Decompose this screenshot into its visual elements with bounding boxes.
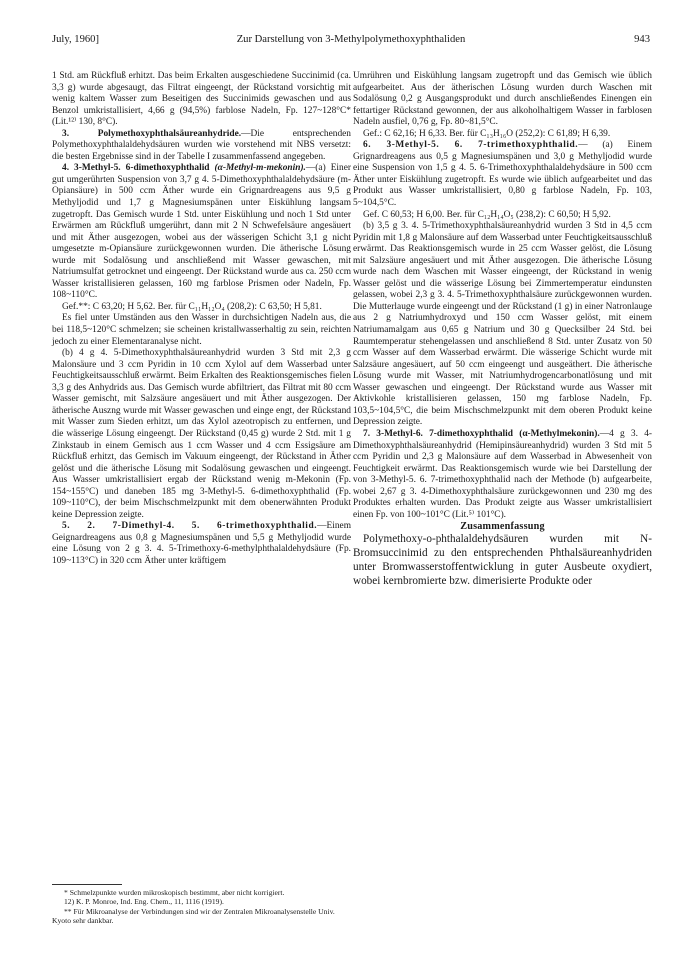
left-column bbox=[52, 71, 351, 568]
paragraph-text: —(a) Einer gut umgerührten Suspension von 3,7 g 4. 5-Dimethoxyphthalaldehydsäure (m-Opiansäure) in 500 ccm Äther wurde ein Grignardreagens aus 9,5 g Methyljodid und 1,7 g Magnesiumspänen unter Eiskühlung langsam zugetropft. Das Gemisch wurde 1 Std. unter Eiskühlung und noch 1 Std unter Erwärmen am Rückfluß umgerührt, dann mit 2 N Schwefelsäure angesäuert und mit Äther ausgezogen, wobei aus der wässerigen Schicht 3,1 g nicht umgesetzte m-Opiansäure zurückgewonnen wurden. Die ätherische Lösung wurde mit Sodalösung und anschließend mit Wasser gewaschen, mit Natriumsulfat getrocknet und eingeengt. Der Rückstand wurde aus ca. 250 ccm Wasser kristallisieren gelassen, 160 mg farblose Prismen oder Nadeln, Fp. 108~110°C. bbox=[52, 163, 351, 301]
paragraph: Es fiel unter Umständen aus den Wasser in durchsichtigen Nadeln aus, die bei 118,5~120°C schmelzen; sie scheinen kristallwasserhaltig zu sein, reichten jedoch zu einer Elementaranalyse nicht. bbox=[52, 313, 351, 347]
section-heading: 7. 3-Methyl-6. 7-dimethoxyphthalid (α-Methylmekonin). bbox=[363, 428, 600, 439]
footnotes bbox=[52, 888, 351, 926]
paragraph: Umrühren und Eiskühlung langsam zugetropft und das Gemisch wie üblich aufgearbeitet. Aus der ätherischen Lösung wurden durch Waschen mit Sodalösung 0,2 g Ausgangsprodukt und durch anschließendes Einengen ein fettartiger Rückstand gewonnen, der aus alkoholhaltigem Wasser in farblosen Nadeln ausfiel, 0,76 g, Fp. 80~81,5°C. bbox=[353, 71, 652, 128]
paragraph bbox=[353, 140, 652, 209]
section-heading-alias: (α-Methyl-m-mekonin). bbox=[214, 163, 306, 174]
section-heading: 4. 3-Methyl-5. 6-dimethoxyphthalid bbox=[62, 163, 210, 174]
analysis-line: Gef.**: C 63,20; H 5,62. Ber. für C₁₁H₁₂O₄ (208,2): C 63,50; H 5,81. bbox=[62, 301, 322, 312]
right-column bbox=[353, 71, 652, 589]
analysis-line: Gef. C 60,53; H 6,00. Ber. für C₁₂H₁₄O₅ (238,2): C 60,50; H 5,92. bbox=[363, 209, 611, 220]
footnote: 12) K. P. Monroe, Ind. Eng. Chem., 11, 1116 (1919). bbox=[64, 897, 224, 907]
running-title: Zur Darstellung von 3-Methylpolymethoxyphthaliden bbox=[236, 34, 466, 45]
paragraph: (b) 3,5 g 3. 4. 5-Trimethoxyphthalsäureanhydrid wurden 3 Std in 4,5 ccm Pyridin mit 1,8 g Malonsäure auf dem Wasserbad unter Feuchtigkeitsausschluß erwärmt. Das Reaktionsgemisch wurde in 25 ccm Wasser gelöst, die Lösung mit Salzsäure angesäuert und mit Äther ausgezogen. Die ätherische Lösung wurde nach dem Waschen mit Wasser eingeengt, der Rückstand in wenig Wasser gelöst und die wässerige Lösung bei Zimmertemperatur eindunsten gelassen, wobei 2,3 g 3. 4. 5-Trimethoxyphthalsäure zurückgewonnen wurden. Die Mutterlauge wurde eingeengt und der Rückstand (1 g) in einer Natronlauge aus 2 g Natriumhydroxyd und 150 ccm Wasser gelöst, mit einem Natriumamalgam aus 0,65 g Natrium und 30 g Quecksilber 24 Std. bei Raumtemperatur stehengelassen und anschließend 8 Std. unter Zusatz von 50 ccm Wasser auf dem Wasserbad erwärmt. Die wässerige Schicht wurde mit Salzsäure angesäuert, auf 50 ccm eingeengt und ausgeäthert. Die ätherische Lösung wurde mit Wasser, mit Natriumhydrogencarbonatlösung und mit Wasser gewaschen und eingeengt. Der Rückstand wurde aus Wasser mit Aktivkohle kristallisieren gelassen, 150 mg farblose Nadeln, Fp. 103,5~104,5°C, die beim Mischschmelzpunkt mit dem oberen Produkt keine Depression zeigte. bbox=[353, 221, 652, 428]
footnote: * Schmelzpunkte wurden mikroskopisch bestimmt, aber nicht korrigiert. bbox=[64, 888, 285, 897]
paragraph: 1 Std. am Rückfluß erhitzt. Das beim Erkalten ausgeschiedene Succinimid (ca. 3,3 g) wurde abgesaugt, das Filtrat eingeengt, der Rückstand vorsichtig mit wenig kaltem Wasser zum Beseitigen des Succinimids gewaschen und aus Benzol umkristallisiert, 4,66 g (94,5%) farblose Nadeln, Fp. 127~128°C* (Lit.¹²⁾ 130, 8°C). bbox=[52, 71, 351, 128]
footnote-divider bbox=[52, 884, 122, 885]
paragraph-text: —Die entsprechenden Polymethoxyphthalaldehydsäuren wurden wie vorstehend mit NBS versetzt: die besten Ergebnisse sind in der Tabelle I zusammenfassend angegeben. bbox=[52, 128, 351, 162]
section-heading: 3. Polymethoxyphthalsäureanhydride. bbox=[62, 128, 242, 139]
analysis-line: Gef.: C 62,16; H 6,33. Ber. für C₁₃H₁₆O (252,2): C 61,89; H 6,39. bbox=[363, 128, 611, 139]
paragraph-text: —4 g 3. 4-Dimethoxyphthalsäureanhydrid (Hemipinsäureanhydrid) wurden 3 Std mit 5 ccm Pyridin und 2,3 g Malonsäure auf dem Wasserbad in Abwesenheit von Feuchtigkeit erwärmt. Das Reaktionsgemisch wurde wie bei Darstellung der von 3-Methyl-5. 6. 7-trimethoxyphthalid nach der Methode (b) aufgearbeite, wobei 2,67 g 3. 4-Dimethoxyphthalsäure zurückgewonnen und 230 mg des Produktes erhalten wurden. Das Produkt zeigte aus Wasser umkristallisiert einen Fp. von 100~101°C (Lit.⁵⁾ 101°C). bbox=[353, 428, 652, 520]
page-number: 943 bbox=[634, 34, 650, 45]
summary-text: Polymethoxy-o-phthalaldehydsäuren wurden mit N-Bromsuccinimid zu den entsprechenden Phthalsäureanhydriden unter Bromwasserstoffentwicklung in guter Ausbeute oxydiert, wobei kernbromierte bzw. dimerisierte Produkte oder bbox=[353, 532, 652, 587]
paragraph: (b) 4 g 4. 5-Dimethoxyphthalsäureanhydrid wurden 3 Std mit 2,3 g Malonsäure und 3 ccm Pyridin in 10 ccm Xylol auf dem Wasserbad unter Feuchtigkeitsausschluß erwärmt. Beim Erkalten des Reaktionsgemisches fielen 3,3 g des Anhydrids aus. Das Gemisch wurde abfiltriert, das Filtrat mit 80 ccm Wasser gemischt, mit Salzsäure angesäuert und mit Äther ausgezogen. Der ätherische Auszng wurde mit Wasser gewaschen und einge engt, der Rückstand mit Wasser zum Sieden erhitzt, um das Xylol azeotropisch zu entfernen, und die wässerige Lösung eingeengt. Der Rückstand (0,45 g) wurde 2 Std. mit 1 g Zinkstaub in einem Gemisch aus 1 ccm Wasser und 4 ccm Essigsäure am Rückfluß erhitzt, das Gemisch im Vakuum eingeengt, der Rückstand in Äther gelöst und die ätherische Lösung mit Sodalösung gewaschen und eingeengt. Aus Wasser umkristallisiert ergab der Rückstand wenig m-Mekonin (Fp. 154~155°C) und daneben 185 mg 3-Methyl-5. 6-dimethoxyphthalid (Fp. 109~110°C), der beim Mischschmelzpunkt mit dem obenerwähnten Produkt keine Depression zeigte. bbox=[52, 348, 351, 520]
footnote: ** Für Mikroanalyse der Verbindungen sind wir der Zentralen Mikroanalysenstelle Univ. Kyoto sehr dankbar. bbox=[52, 906, 335, 926]
issue-date: July, 1960] bbox=[52, 34, 99, 45]
paragraph-text: — (a) Einem Grignardreagens aus 0,5 g Magnesiumspänen und 3,0 g Methyljodid wurde eine Suspension von 1,5 g 4. 5. 6-Trimethoxyphthalaldehydsäure in 500 ccm Äther unter Eiskühlung zugetropft. Es wurde wie üblich aufgearbeitet und das Produkt aus Wasser umkristallisiert, 0,80 g farblose Nadeln, Fp. 103, 5~104,5°C. bbox=[353, 140, 652, 209]
summary-heading: Zusammenfassung bbox=[460, 521, 545, 533]
paragraph bbox=[52, 521, 351, 567]
paragraph bbox=[52, 163, 351, 302]
section-heading: 5. 2. 7-Dimethyl-4. 5. 6-trimethoxyphthalid. bbox=[62, 521, 318, 532]
paragraph bbox=[353, 429, 652, 521]
paragraph bbox=[52, 129, 351, 164]
paragraph-text: —Einem Geignardreagens aus 0,8 g Magnesiumspänen und 5,5 g Methyljodid wurde eine Lösung von 2 g 3. 4. 5-Trimethoxy-6-methylphthalaldehydsäure (Fp. 109~113°C) in 320 ccm Äther unter kräftigem bbox=[52, 521, 351, 566]
section-heading: 6. 3-Methyl-5. 6. 7-trimethoxyphthalid. bbox=[363, 140, 579, 151]
running-header bbox=[52, 34, 650, 50]
